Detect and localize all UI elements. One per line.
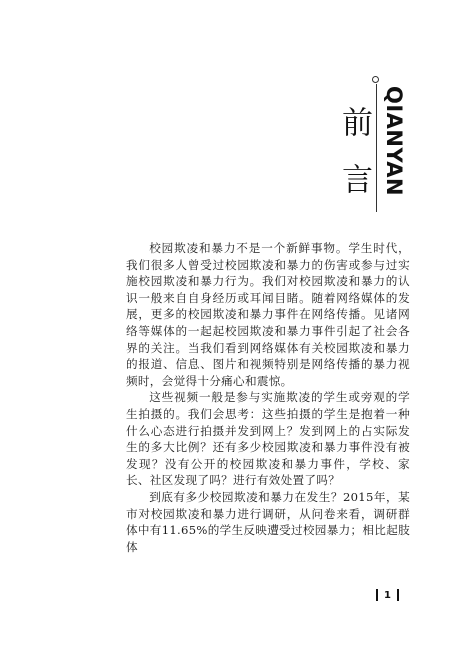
footer-bar-right bbox=[397, 589, 399, 601]
page-footer bbox=[376, 589, 399, 601]
page-title: 前言 bbox=[336, 106, 372, 220]
body-text bbox=[126, 240, 410, 555]
paragraph: 校园欺凌和暴力不是一个新鲜事物。学生时代，我们很多人曾受过校园欺凌和暴力的伤害或参与过实施校园欺凌和暴力行为。我们对校园欺凌和暴力的认识一般来自自身经历或耳闻目睹。随着网络媒体的发展，更多的校园欺凌和暴力事件在网络传播。见诸网络等媒体的一起起校园欺凌和暴力事件引起了社会各界的关注。当我们看到网络媒体有关校园欺凌和暴力的报道、信息、图片和视频特别是网络传播的暴力视频时，会觉得十分痛心和震惊。 bbox=[126, 241, 410, 388]
heading-vertical-rule bbox=[376, 84, 377, 212]
page-number: 1 bbox=[384, 589, 391, 601]
paragraph: 到底有多少校园欺凌和暴力在发生？2015年，某市对校园欺凌和暴力进行调研，从问卷来看，调研群体中有11.65%的学生反映遭受过校园暴力；相比起肢体 bbox=[126, 489, 410, 554]
paragraph: 这些视频一般是参与实施欺凌的学生或旁观的学生拍摄的。我们会思考：这些拍摄的学生是抱着一种什么心态进行拍摄并发到网上？发到网上的占实际发生的多大比例？还有多少校园欺凌和暴力事件没有被发现？没有公开的校园欺凌和暴力事件，学校、家长、社区发现了吗？进行有效处置了吗？ bbox=[126, 390, 410, 488]
footer-bar-left bbox=[376, 589, 378, 601]
heading-rule-ornament bbox=[372, 76, 379, 83]
heading-pinyin: QIANYAN bbox=[382, 86, 406, 197]
